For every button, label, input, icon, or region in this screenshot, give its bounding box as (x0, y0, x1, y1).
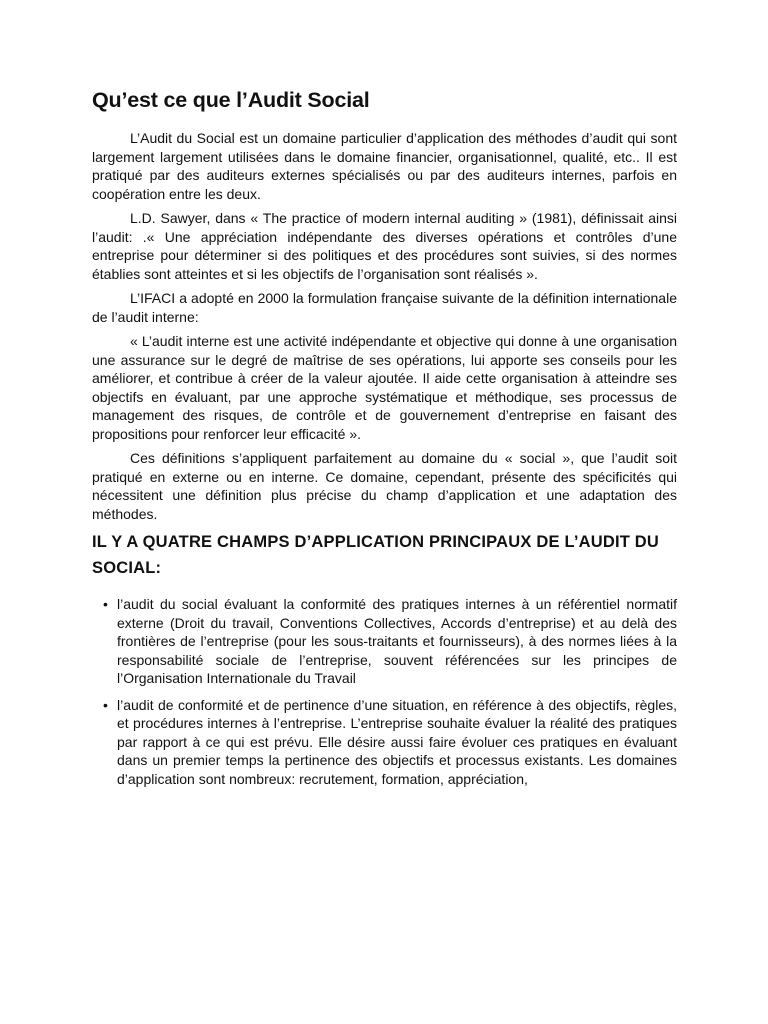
paragraph-intro: L’Audit du Social est un domaine particulier d’application des méthodes d’audit qui sont largement largement utilisées dans le domaine financier, organisationnel, qualité, etc.. Il est pratiqué par des auditeurs externes spécialisés ou par des auditeurs internes, parfois en coopération entre les deux. (92, 130, 677, 202)
section-heading: IL Y A QUATRE CHAMPS D’APPLICATION PRINCIPAUX DE L’AUDIT DU SOCIAL: (92, 533, 660, 577)
paragraph-internal-audit-definition: « L’audit interne est une activité indépendante et objective qui donne à une organisation une assurance sur le degré de maîtrise de ses opérations, lui apporte ses conseils pour les améliorer, et contribue à créer de la valeur ajoutée. Il aide cette organisation à atteindre ses objectifs en évaluant, par une approche systématique et méthodique, ses processus de management des risques, de contrôle et de gouvernement d’entreprise en faisant des propositions pour renforcer leur efficacité ». (92, 333, 677, 442)
application-fields-list (92, 595, 677, 788)
page-title: Qu’est ce que l’Audit Social (92, 88, 370, 112)
bullet-icon: • (103, 596, 108, 612)
list-item (103, 696, 677, 789)
paragraph-social-domain: Ces définitions s’appliquent parfaitement au domaine du « social », que l’audit soit pratiqué en externe ou en interne. Ce domaine, cependant, présente des spécificités qui nécessitent une définition plus précise du champ d’application et une adaptation des méthodes. (92, 450, 677, 522)
paragraph-ifaci: L’IFACI a adopté en 2000 la formulation française suivante de la définition internationale de l’audit interne: (92, 290, 677, 325)
paragraph-sawyer-definition: L.D. Sawyer, dans « The practice of modern internal auditing » (1981), définissait ainsi l’audit: .« Une appréciation indépendante des diverses opérations et contrôles d’une entreprise pour déterminer si des politiques et des procédures sont suivies, si des normes établies sont atteintes et si les objectifs de l’organisation sont réalisés ». (92, 210, 677, 282)
list-item-text: l’audit de conformité et de pertinence d’une situation, en référence à des objectifs, règles, et procédures internes à l’entreprise. L’entreprise souhaite évaluer la réalité des pratiques par rapport à ce qui est prévu. Elle désire aussi faire évoluer ces pratiques en évaluant dans un premier temps la pertinence des objectifs et processus existants. Les domaines d’application sont nombreux: recrutement, formation, appréciation, (117, 696, 677, 787)
document-page (92, 88, 677, 796)
list-item (103, 595, 677, 688)
list-item-text: l’audit du social évaluant la conformité des pratiques internes à un référentiel normatif externe (Droit du travail, Conventions Collectives, Accords d’entreprise) et au delà des frontières de l’entreprise (pour les sous-traitants et fournisseurs), à des normes liées à la responsabilité sociale de l’entreprise, souvent référencées sur les principes de l’Organisation Internationale du Travail (117, 596, 677, 686)
bullet-icon: • (103, 696, 108, 713)
